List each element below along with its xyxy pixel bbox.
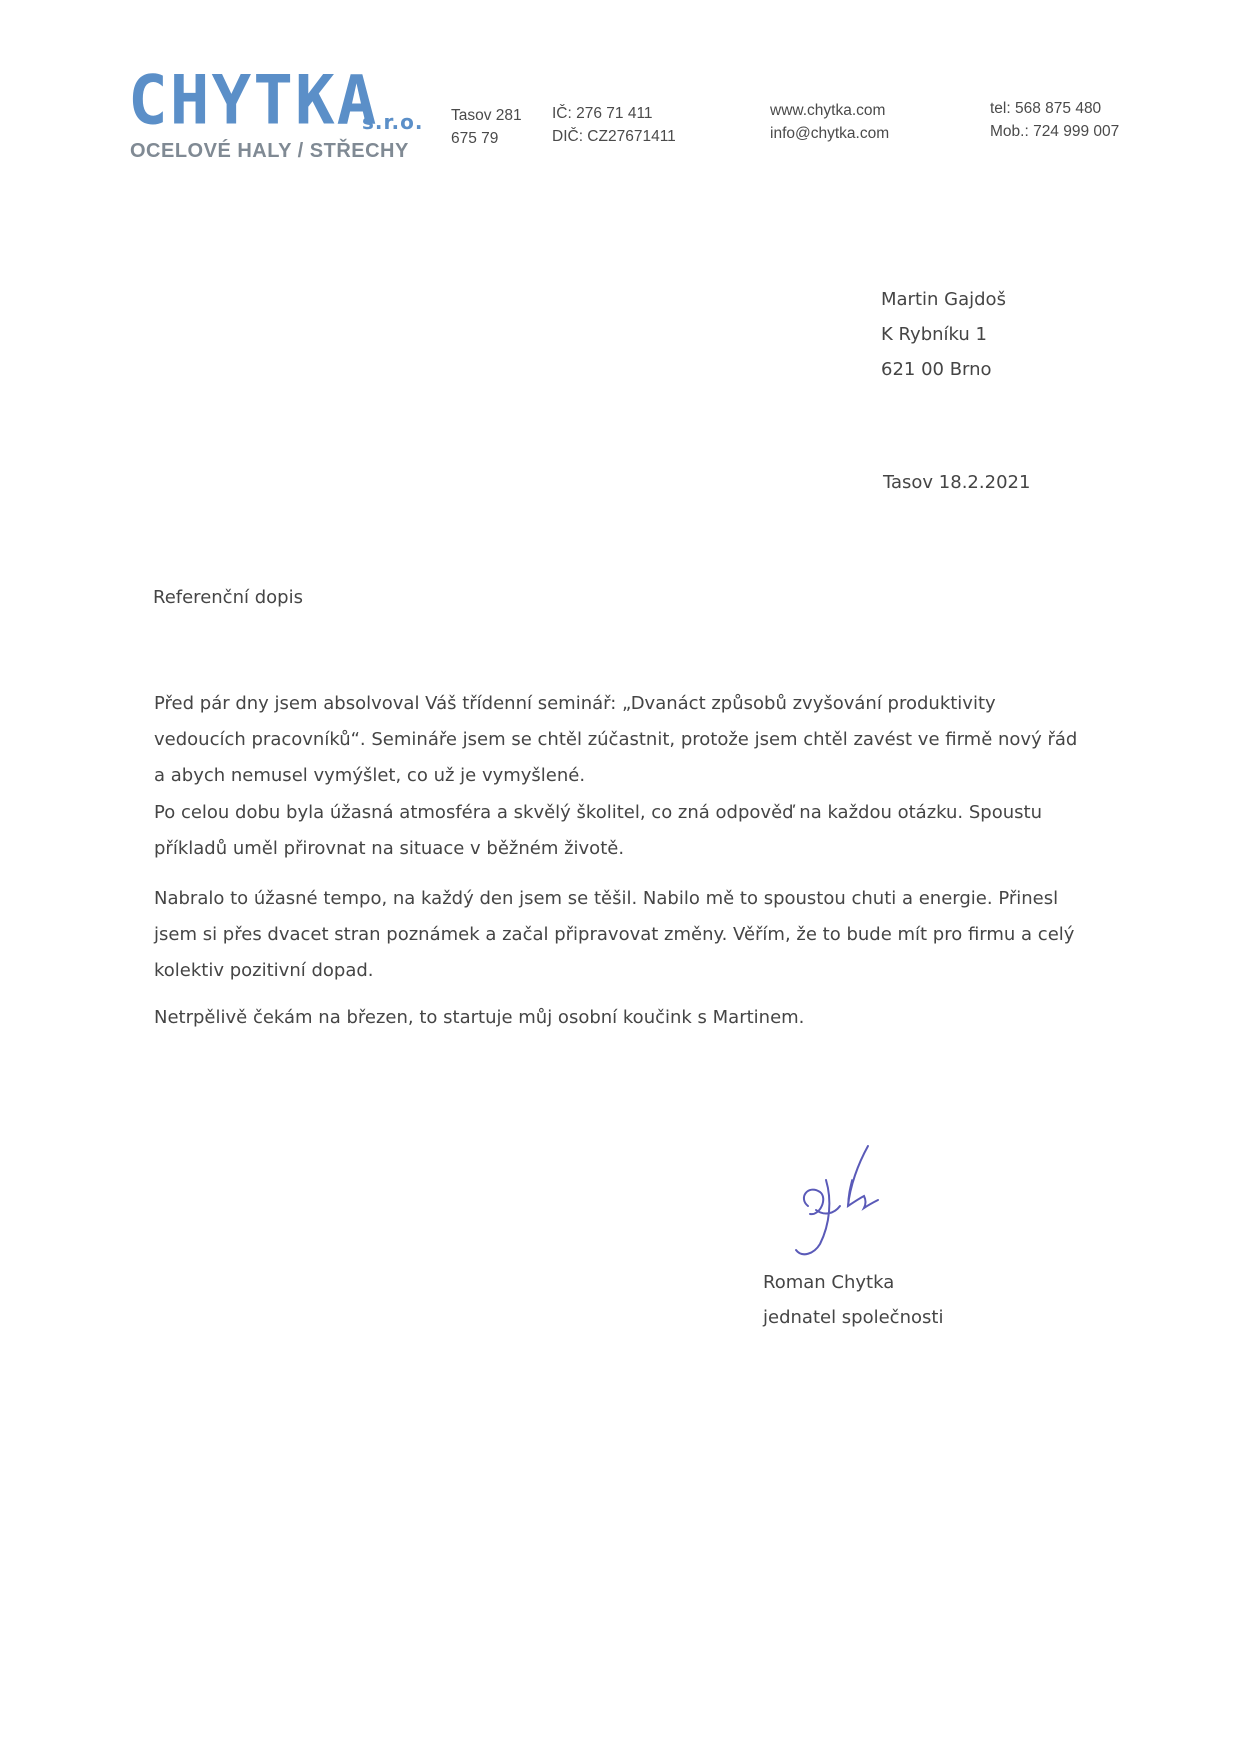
- signer-title: jednatel společnosti: [763, 1307, 944, 1328]
- company-address: [451, 104, 522, 150]
- signer-block: [763, 1265, 943, 1335]
- company-logo: CHYTKA: [128, 61, 379, 140]
- paragraph-line: kolektiv pozitivní dopad.: [154, 960, 374, 981]
- body-paragraph-4: [154, 1000, 804, 1036]
- address-line-1: Tasov 281: [451, 107, 522, 124]
- recipient-block: [881, 282, 1006, 387]
- paragraph-line: Nabralo to úžasné tempo, na každý den jsem se těšil. Nabilo mě to spoustou chuti a energie. Přinesl: [154, 888, 1059, 909]
- paragraph-line: Po celou dobu byla úžasná atmosféra a skvělý školitel, co zná odpověď na každou otázku. Spoustu: [154, 802, 1042, 823]
- body-paragraph-3: [154, 881, 1074, 989]
- recipient-street: K Rybníku 1: [881, 324, 987, 345]
- recipient-name: Martin Gajdoš: [881, 289, 1006, 310]
- body-paragraph-1: [154, 686, 1077, 794]
- paragraph-line: příkladů uměl přirovnat na situace v běžném životě.: [154, 838, 625, 859]
- company-dic: DIČ: CZ27671411: [552, 128, 676, 145]
- paragraph-line: vedoucích pracovníků“. Semináře jsem se chtěl zúčastnit, protože jsem chtěl zavést ve firmě nový řád: [154, 729, 1078, 750]
- company-email: info@chytka.com: [770, 125, 890, 142]
- letter-subject: Referenční dopis: [153, 587, 303, 608]
- address-line-2: 675 79: [451, 130, 499, 147]
- company-ids: [552, 102, 676, 148]
- company-web-contacts: [770, 99, 889, 145]
- paragraph-line: a abych nemusel vymýšlet, co už je vymyšlené.: [154, 765, 586, 786]
- paragraph-line: jsem si přes dvacet stran poznámek a začal připravovat změny. Věřím, že to bude mít pro firmu a celý: [154, 924, 1075, 945]
- company-logo-suffix: s.r.o.: [362, 110, 424, 134]
- letter-date: Tasov 18.2.2021: [883, 472, 1031, 493]
- handwritten-signature: [780, 1140, 920, 1270]
- body-paragraph-2: [154, 795, 1042, 867]
- paragraph-line: Netrpělivě čekám na březen, to startuje můj osobní koučink s Martinem.: [154, 1007, 805, 1028]
- company-phones: [990, 97, 1119, 143]
- company-mobile: Mob.: 724 999 007: [990, 123, 1120, 140]
- recipient-city: 621 00 Brno: [881, 359, 992, 380]
- company-ic: IČ: 276 71 411: [552, 105, 653, 122]
- company-tel: tel: 568 875 480: [990, 100, 1102, 117]
- company-website: www.chytka.com: [770, 102, 886, 119]
- paragraph-line: Před pár dny jsem absolvoval Váš třídenní seminář: „Dvanáct způsobů zvyšování produktivity: [154, 693, 996, 714]
- company-tagline: OCELOVÉ HALY / STŘECHY: [130, 140, 409, 162]
- signer-name: Roman Chytka: [763, 1272, 895, 1293]
